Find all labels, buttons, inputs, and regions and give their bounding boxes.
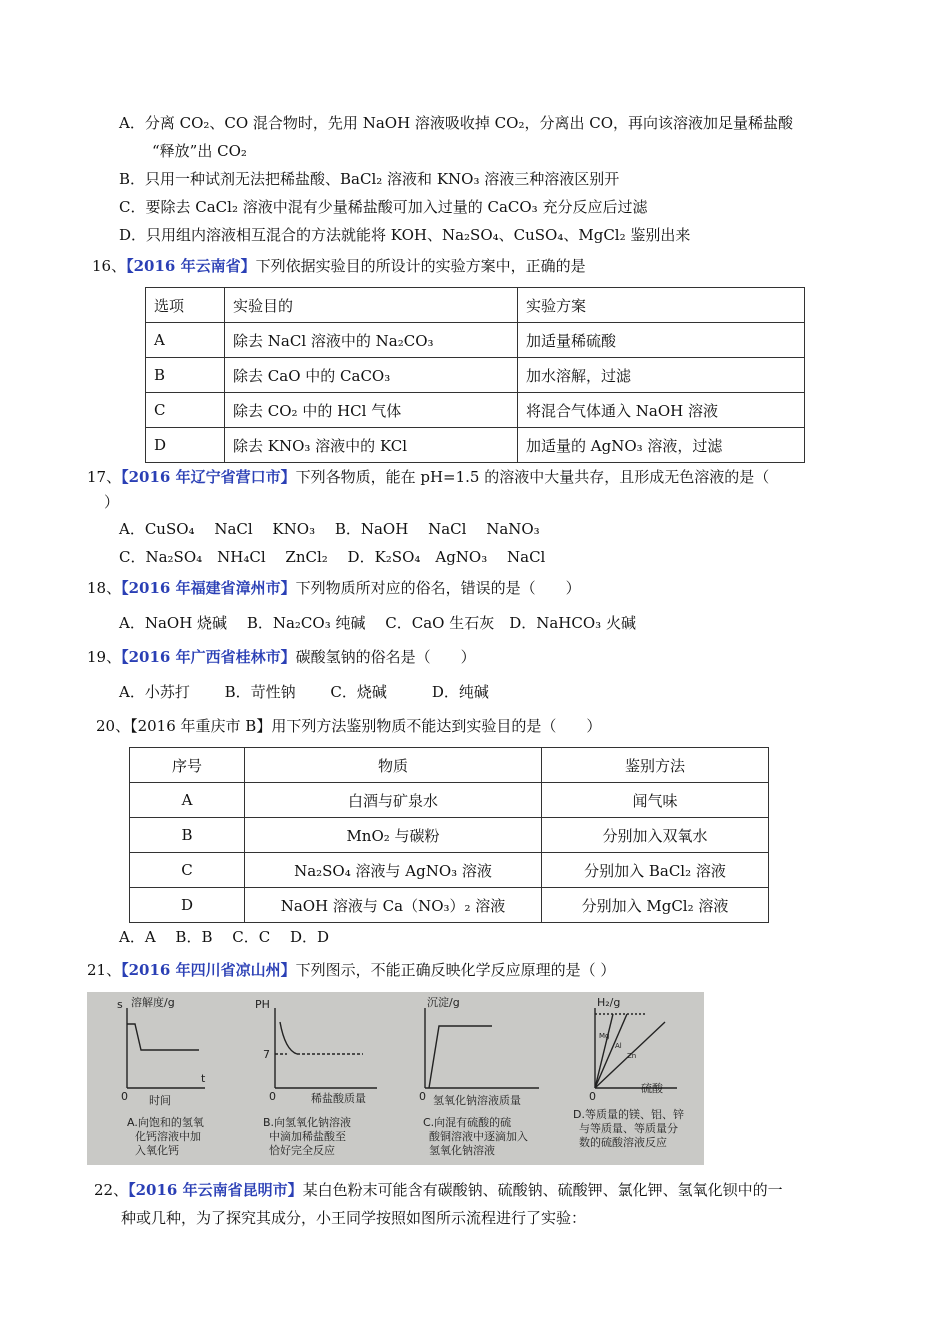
q17-options-1: A．CuSO₄ NaCl KNO₃ B．NaOH NaCl NaNO₃ [119,520,540,538]
table-header-cell: 物质 [245,748,542,783]
q17-stem [87,467,769,487]
table-header-cell: 实验目的 [225,288,518,323]
q18-source: 【2016 年福建省漳州市】 [121,579,296,597]
table-cell: 闻气味 [542,783,769,818]
table-cell: 加适量稀硫酸 [518,323,805,358]
q17-source: 【2016 年辽宁省营口市】 [121,468,296,486]
q22-stem [94,1180,783,1200]
q21-number: 21、 [87,961,122,979]
panel-d-label: Zn [627,1052,637,1060]
q21-text: 下列图示，不能正确反映化学反应原理的是（ ） [295,961,616,979]
table-cell: Na₂SO₄ 溶液与 AgNO₃ 溶液 [245,853,542,888]
table-row [130,783,769,818]
table-row [130,818,769,853]
table-cell: D [146,428,225,463]
panel-a-xaxis: 时间 [149,1094,171,1107]
q18-number: 18、 [87,579,122,597]
q20-stem: 20、【2016 年重庆市 B】用下列方法鉴别物质不能达到实验目的是（ ） [96,717,602,735]
panel-a-t: t [201,1072,206,1085]
q21-stem [87,960,615,980]
panel-b-yaxis: PH [255,998,270,1011]
table-cell: 除去 NaCl 溶液中的 Na₂CO₃ [225,323,518,358]
panel-b-caption: 恰好完全反应 [269,1144,335,1157]
q16-number: 16、 [92,257,127,275]
q22-source: 【2016 年云南省昆明市】 [128,1181,303,1199]
table-cell: 除去 CaO 中的 CaCO₃ [225,358,518,393]
q16-source: 【2016 年云南省】 [126,257,256,275]
panel-b-origin: 0 [269,1090,276,1103]
table-cell: 除去 KNO₃ 溶液中的 KCl [225,428,518,463]
table-row [146,323,805,358]
q20-table [129,747,769,923]
q16-stem [92,256,586,276]
table-cell: 加适量的 AgNO₃ 溶液，过滤 [518,428,805,463]
q16-text: 下列依据实验目的所设计的实验方案中，正确的是 [255,257,586,275]
panel-d-yaxis: H₂/g [597,996,621,1009]
table-cell: D [130,888,245,923]
panel-b-tick: 7 [263,1048,270,1061]
table-header-cell: 选项 [146,288,225,323]
table-cell: 分别加入 MgCl₂ 溶液 [542,888,769,923]
panel-d-xaxis: 硫酸 [641,1082,663,1095]
panel-c-caption: 酸铜溶液中逐滴加入 [429,1130,528,1143]
q21-figure [87,992,704,1165]
table-cell: MnO₂ 与碳粉 [245,818,542,853]
table-cell: A [130,783,245,818]
table-cell: C [130,853,245,888]
q15-option-a: A．分离 CO₂、CO 混合物时，先用 NaOH 溶液吸收掉 CO₂，分离出 CO，再向该溶液加足量稀盐酸 [119,114,794,132]
panel-a-origin: 0 [121,1090,128,1103]
table-header-row [146,288,805,323]
panel-c-caption: 氢氧化钠溶液 [429,1144,495,1157]
table-cell: C [146,393,225,428]
q15-option-b: B．只用一种试剂无法把稀盐酸、BaCl₂ 溶液和 KNO₃ 溶液三种溶液区别开 [119,170,620,188]
q18-stem [87,578,581,598]
panel-d-label: Mg [599,1032,610,1040]
table-cell: 将混合气体通入 NaOH 溶液 [518,393,805,428]
table-cell: 除去 CO₂ 中的 HCl 气体 [225,393,518,428]
q21-source: 【2016 年四川省凉山州】 [121,961,296,979]
q17-text: 下列各物质，能在 pH=1.5 的溶液中大量共存，且形成无色溶液的是（ [295,468,770,486]
q18-text: 下列物质所对应的俗名，错误的是（ ） [295,579,581,597]
table-cell: 白酒与矿泉水 [245,783,542,818]
panel-d-caption: 数的硫酸溶液反应 [579,1136,667,1149]
table-cell: A [146,323,225,358]
q22-text: 某白色粉末可能含有碳酸钠、硫酸钠、硫酸钾、氯化钾、氢氧化钡中的一 [302,1181,783,1199]
table-row [146,428,805,463]
q15-option-a-cont: “释放”出 CO₂ [152,142,247,160]
q19-source: 【2016 年广西省桂林市】 [121,648,296,666]
panel-b-caption: 中滴加稀盐酸至 [269,1130,346,1143]
table-row [130,888,769,923]
table-header-row [130,748,769,783]
q22-stem-cont: 种或几种，为了探究其成分，小王同学按照如图所示流程进行了实验： [121,1209,587,1227]
panel-c-origin: 0 [419,1090,426,1103]
q17-options-2: C．Na₂SO₄ NH₄Cl ZnCl₂ D．K₂SO₄ AgNO₃ NaCl [119,548,546,566]
q19-text: 碳酸氢钠的俗名是（ ） [295,648,476,666]
panel-a-caption: 化钙溶液中加 [135,1130,201,1143]
panel-a-caption: A.向饱和的氢氧 [127,1116,204,1129]
table-header-cell: 实验方案 [518,288,805,323]
q16-table [145,287,805,463]
table-cell: B [130,818,245,853]
q17-number: 17、 [87,468,122,486]
table-cell: 分别加入 BaCl₂ 溶液 [542,853,769,888]
panel-b-caption: B.向氢氧化钠溶液 [263,1116,352,1129]
panel-a-yaxis: 溶解度/g [131,996,175,1009]
panel-a-s: s [117,998,123,1011]
table-cell: 加水溶解，过滤 [518,358,805,393]
q19-options: A．小苏打 B．苛性钠 C．烧碱 D．纯碱 [119,683,489,701]
table-cell: B [146,358,225,393]
panel-a-caption: 入氧化钙 [135,1144,179,1157]
panel-c-caption: C.向混有硫酸的硫 [423,1116,512,1129]
panel-d-origin: 0 [589,1090,596,1103]
table-row [146,358,805,393]
panel-b-xaxis: 稀盐酸质量 [311,1092,366,1105]
q15-option-c: C．要除去 CaCl₂ 溶液中混有少量稀盐酸可加入过量的 CaCO₃ 充分反应后过滤 [119,198,648,216]
table-cell: 分别加入双氧水 [542,818,769,853]
q17-stem-end: ） [104,493,120,511]
table-row [146,393,805,428]
panel-c-yaxis: 沉淀/g [427,996,460,1009]
table-header-cell: 序号 [130,748,245,783]
panel-c-xaxis: 氢氧化钠溶液质量 [433,1094,521,1107]
q22-number: 22、 [94,1181,129,1199]
table-cell: NaOH 溶液与 Ca（NO₃）₂ 溶液 [245,888,542,923]
panel-d-label: Al [615,1042,622,1050]
q19-stem [87,647,476,667]
table-row [130,853,769,888]
q15-option-d: D．只用组内溶液相互混合的方法就能将 KOH、Na₂SO₄、CuSO₄、MgCl₂ 鉴别出来 [119,226,691,244]
q19-number: 19、 [87,648,122,666]
panel-d-caption: 与等质量、等质量分 [579,1122,678,1135]
q20-options: A．A B．B C．C D．D [119,928,330,946]
table-header-cell: 鉴别方法 [542,748,769,783]
q18-options: A．NaOH 烧碱 B．Na₂CO₃ 纯碱 C．CaO 生石灰 D．NaHCO₃ 火碱 [119,614,636,632]
panel-d-caption: D.等质量的镁、铝、锌 [573,1108,684,1121]
